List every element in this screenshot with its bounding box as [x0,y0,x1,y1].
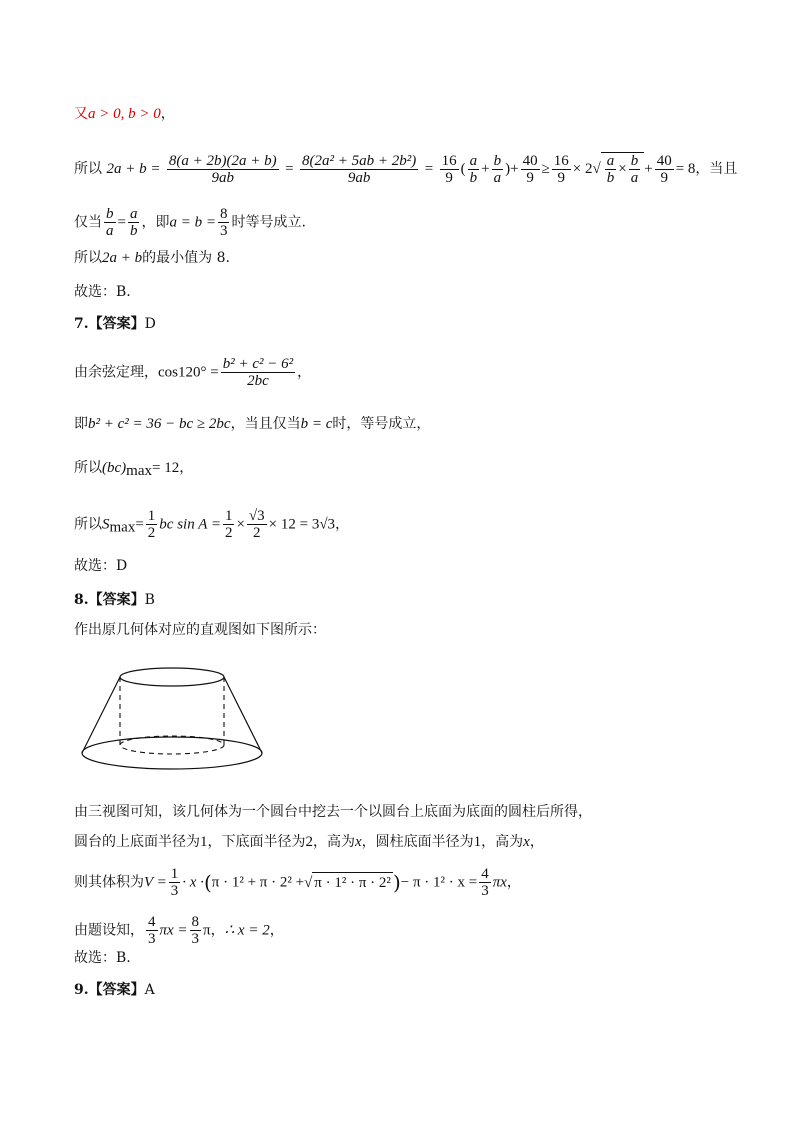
condition-line: 又a > 0, b > 0， [74,106,175,122]
question-8-answer: 8.【答案】B [74,592,155,608]
right-slant [224,677,262,753]
dimensions-line: 圆台的上底面半径为1，下底面半径为2，高为x，圆柱底面半径为1，高为x， [74,834,544,850]
cosine-law-line: 由余弦定理，cos120° = $\frac{\text{b² + c² − 6²}}{2bc}$ ， [74,356,312,389]
volume-line: 则其体积为V = $\frac{1}{3}$ · x ·(π · 1² + π · 2² +√ π · 1² · π · 2² )− π · 1² · x = $\frac{4}{3}$ πx， [74,866,521,899]
sqrt: √ $\frac{a}{b}$ × $\frac{b}{a}$ [593,152,645,186]
fraction: $\frac{40}{9}$ [656,152,672,186]
explanation-line: 由三视图可知，该几何体为一个圆台中挖去一个以圆台上底面为底面的圆柱后所得， [74,804,592,820]
answer-choice-line: 故选：D [74,558,128,574]
equality-condition-line: 仅当 $\frac{b}{a}$ = $\frac{a}{b}$ ，即a = b = $\frac{8}{3}$ 时等号成立. [74,206,306,239]
solve-line: 由题设知， $\frac{4}{3}$ πx = $\frac{8}{3}$ π，∴ x = 2， [74,914,284,947]
answer-choice-line: 故选：B. [74,284,131,300]
min-value-line: 所以2a + b的最小值为 8. [74,250,230,266]
inequality-bc-line: 即b² + c² = 36 − bc ≥ 2bc，当且仅当b = c时，等号成立， [74,416,431,432]
fraction: $\frac{b}{a}$ [493,152,502,186]
fraction: $\frac{\text{8(2a² + 5ab + 2b²)}}{9ab}$ [302,152,417,186]
bottom-ellipse [82,737,262,769]
inequality-line: 所以 2a + b = $\frac{8(a + 2b)(2a + b)}{9ab}$ = $\frac{\text{8(2a² + 5ab + 2b²)}}{9ab}$ = $\frac{16}{9}$ ( $\frac{a}{b}$ + $\frac{b}{a}$ )+ $\frac{40}{9}$ ≥ $\frac{16}{9}$ × 2√ $\frac{a}{b}$ × $\frac{b}{a}$ + $\frac{40}{9}$ = 8，当且 [74,152,738,186]
frustum-figure [74,665,274,785]
question-7-answer: 7.【答案】D [74,316,156,332]
top-ellipse [120,668,224,686]
left-slant [82,677,120,753]
question-9-answer: 9.【答案】A [74,982,155,998]
fraction: $\frac{8(a + 2b)(2a + b)}{9ab}$ [168,152,277,186]
fraction: $\frac{16}{9}$ [441,152,457,186]
answer-choice-line: 故选：B. [74,950,131,966]
fraction: $\frac{a}{b}$ [469,152,478,186]
figure-intro-line: 作出原几何体对应的直观图如下图所示： [74,622,326,638]
area-max-line: 所以$S_{max}=$ $\frac{1}{2}$ bc sin A = $\frac{1}{2}$ × $\frac{√3}{2}$ × 12 = 3√3， [74,508,350,541]
fraction: $\frac{40}{9}$ [522,152,538,186]
condition-expr: a > 0, b > 0 [88,106,161,122]
fraction: $\frac{16}{9}$ [553,152,569,186]
bc-max-line: 所以$(bc)_{max}= 12$， [74,460,194,479]
text-you: 又 [74,106,88,122]
